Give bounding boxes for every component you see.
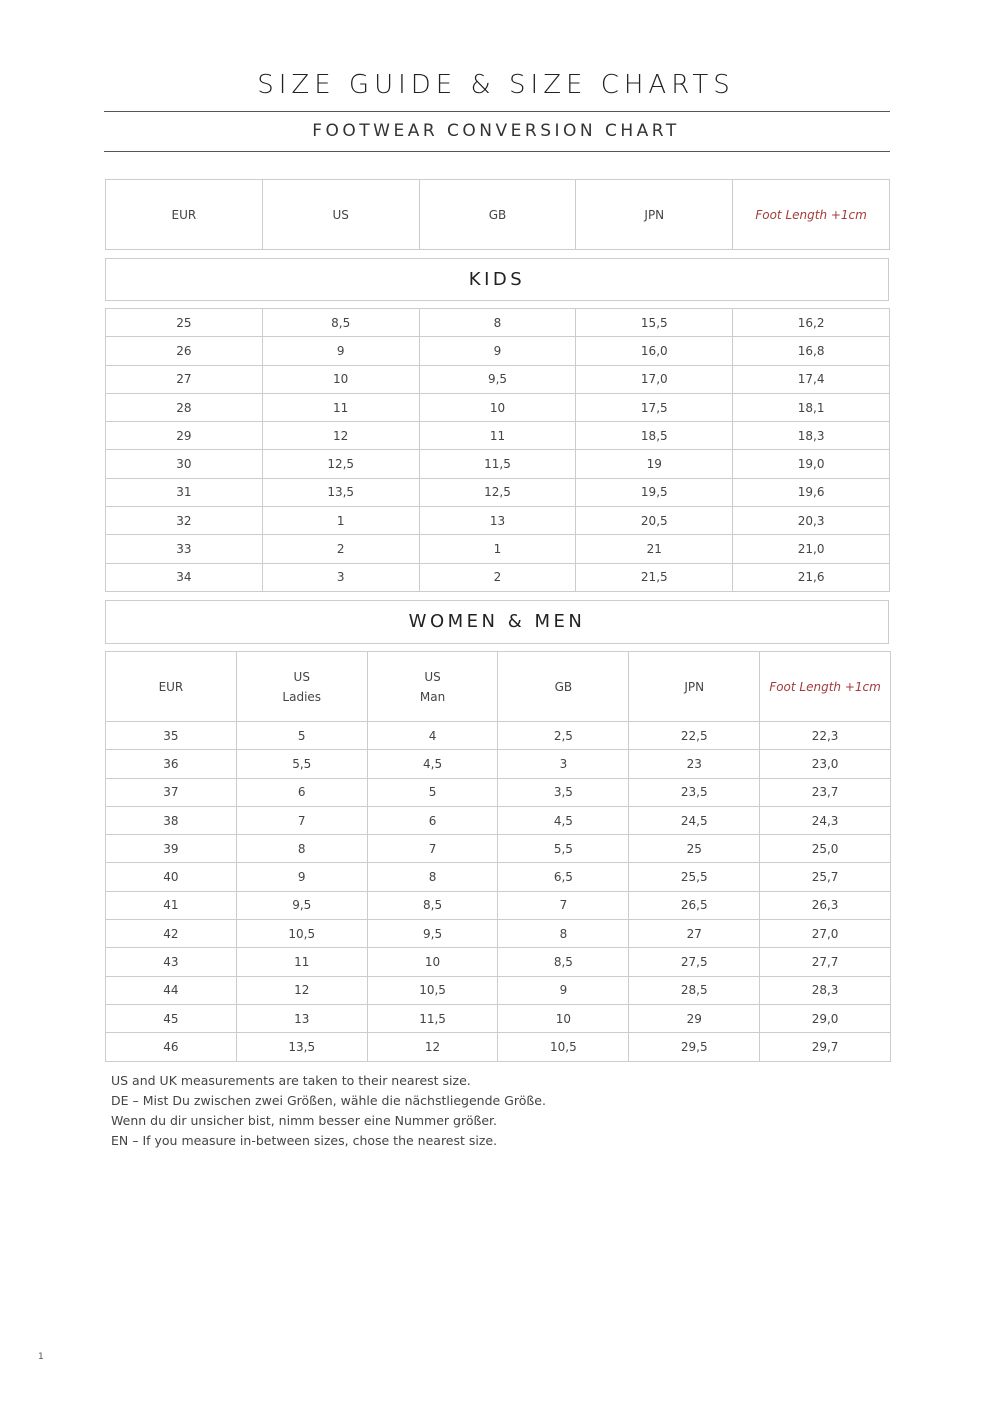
adults-size-table [105,651,891,1062]
table-cell: 3 [262,563,419,591]
table-cell: 29 [106,422,263,450]
notes [111,1071,546,1151]
table-cell: 41 [106,891,237,919]
table-row [106,778,891,806]
kids-section-label: KIDS [105,258,889,301]
table-cell [367,652,498,722]
table-cell: 37 [106,778,237,806]
table-row [106,450,890,478]
table-cell: 21,0 [733,535,890,563]
table-cell: 11 [236,948,367,976]
table-cell: 23,7 [760,778,891,806]
header-label: Man [419,689,446,704]
table-cell: GB [419,180,576,250]
table-cell: 24,5 [629,806,760,834]
table-cell: 6 [236,778,367,806]
table-cell: 17,5 [576,393,733,421]
divider [104,111,890,112]
table-cell: 10,5 [498,1033,629,1061]
table-row [106,920,891,948]
table-cell: 20,5 [576,507,733,535]
header-label: US [424,669,441,684]
page-number: 1 [38,1352,44,1362]
table-row [106,1004,891,1032]
table-cell: 9 [419,337,576,365]
table-row [106,750,891,778]
table-cell: 23 [629,750,760,778]
header-label: EUR [158,679,184,694]
table-cell: 11,5 [419,450,576,478]
table-cell: 9,5 [367,920,498,948]
table-cell: 18,3 [733,422,890,450]
table-cell: 9 [262,337,419,365]
table-cell: 26,3 [760,891,891,919]
table-cell: 21 [576,535,733,563]
table-cell: 1 [419,535,576,563]
table-cell: 11,5 [367,1004,498,1032]
table-row [106,309,890,337]
header-label: Ladies [282,689,322,704]
table-cell: 10 [419,393,576,421]
table-cell: EUR [106,180,263,250]
table-row [106,507,890,535]
table-row [106,422,890,450]
table-cell: 25 [106,309,263,337]
table-cell [629,652,760,722]
header-label: GB [554,679,573,694]
table-cell: 12,5 [419,478,576,506]
table-cell: 43 [106,948,237,976]
table-cell: 8,5 [498,948,629,976]
table-cell: 22,5 [629,722,760,750]
page-title: SIZE GUIDE & SIZE CHARTS [257,70,735,100]
header-label: Foot Length +1cm [769,679,881,694]
table-cell: 4,5 [367,750,498,778]
table-cell: 10 [367,948,498,976]
table-cell: 3 [498,750,629,778]
table-cell: 20,3 [733,507,890,535]
table-cell: 10,5 [236,920,367,948]
table-cell: 16,2 [733,309,890,337]
table-row [106,863,891,891]
table-cell: 10 [262,365,419,393]
table-cell: 22,3 [760,722,891,750]
table-row [106,337,890,365]
table-cell: 2 [419,563,576,591]
table-cell: 31 [106,478,263,506]
table-cell: 2,5 [498,722,629,750]
table-cell: 9 [236,863,367,891]
table-cell: 7 [498,891,629,919]
table-cell: 8 [419,309,576,337]
table-cell: 25,5 [629,863,760,891]
table-cell: 29,5 [629,1033,760,1061]
table-cell: 29,7 [760,1033,891,1061]
table-cell: 12 [262,422,419,450]
table-cell: 21,5 [576,563,733,591]
table-cell: 23,0 [760,750,891,778]
header-row [106,652,891,722]
table-cell: 28,5 [629,976,760,1004]
note-line: DE – Mist Du zwischen zwei Größen, wähle die nächstliegende Größe. [111,1093,546,1108]
table-cell: 12,5 [262,450,419,478]
table-cell: 5 [367,778,498,806]
table-cell: 6 [367,806,498,834]
table-cell: 5,5 [236,750,367,778]
table-cell: 13,5 [262,478,419,506]
table-cell: 9,5 [419,365,576,393]
table-cell: 11 [262,393,419,421]
table-cell [498,652,629,722]
table-cell [760,652,891,722]
table-cell: 33 [106,535,263,563]
table-cell [106,652,237,722]
table-cell: 25 [629,835,760,863]
table-cell: 25,0 [760,835,891,863]
table-cell: 27 [629,920,760,948]
table-row [106,365,890,393]
table-cell: 39 [106,835,237,863]
table-cell: 27 [106,365,263,393]
table-cell: 9 [498,976,629,1004]
table-cell: US [262,180,419,250]
table-row [106,478,890,506]
table-cell: 8 [236,835,367,863]
table-cell: 35 [106,722,237,750]
table-cell: 19,6 [733,478,890,506]
note-line: Wenn du dir unsicher bist, nimm besser eine Nummer größer. [111,1113,498,1128]
table-row [106,806,891,834]
table-cell: 19,0 [733,450,890,478]
table-cell: 12 [236,976,367,1004]
table-cell: 16,8 [733,337,890,365]
table-cell: 36 [106,750,237,778]
table-cell: 29,0 [760,1004,891,1032]
table-row [106,948,891,976]
table-cell: 26 [106,337,263,365]
table-cell: 28 [106,393,263,421]
divider [104,151,890,152]
table-cell: 30 [106,450,263,478]
table-cell: 11 [419,422,576,450]
table-cell: 13,5 [236,1033,367,1061]
table-cell: 21,6 [733,563,890,591]
table-cell: 5,5 [498,835,629,863]
table-row [106,722,891,750]
table-cell: 6,5 [498,863,629,891]
table-cell: 26,5 [629,891,760,919]
table-cell: 45 [106,1004,237,1032]
table-cell: 1 [262,507,419,535]
table-cell: 8,5 [262,309,419,337]
table-cell: 44 [106,976,237,1004]
table-cell: Foot Length +1cm [733,180,890,250]
table-cell: 4 [367,722,498,750]
table-cell: JPN [576,180,733,250]
table-row [106,563,890,591]
table-cell: 5 [236,722,367,750]
table-cell: 24,3 [760,806,891,834]
table-cell: 25,7 [760,863,891,891]
table-row [106,891,891,919]
table-cell: 42 [106,920,237,948]
note-line: US and UK measurements are taken to their nearest size. [111,1073,471,1088]
table-cell: 46 [106,1033,237,1061]
table-cell: 17,4 [733,365,890,393]
table-row [106,835,891,863]
table-cell: 9,5 [236,891,367,919]
table-cell: 7 [367,835,498,863]
table-cell: 27,7 [760,948,891,976]
table-cell: 15,5 [576,309,733,337]
note-line: EN – If you measure in-between sizes, chose the nearest size. [111,1133,498,1148]
table-cell: 17,0 [576,365,733,393]
table-cell: 27,0 [760,920,891,948]
table-row [106,393,890,421]
table-cell: 8 [367,863,498,891]
table-cell: 28,3 [760,976,891,1004]
table-cell: 34 [106,563,263,591]
table-cell: 32 [106,507,263,535]
table-cell: 13 [236,1004,367,1032]
table-cell [236,652,367,722]
table-cell: 7 [236,806,367,834]
table-cell: 16,0 [576,337,733,365]
table-row [106,535,890,563]
kids-size-table [105,308,890,592]
table-cell: 12 [367,1033,498,1061]
table-cell: 18,5 [576,422,733,450]
table-cell: 13 [419,507,576,535]
table-cell: 2 [262,535,419,563]
table-cell: 8 [498,920,629,948]
header-row [106,180,890,250]
table-cell: 10,5 [367,976,498,1004]
table-cell: 29 [629,1004,760,1032]
header-label: US [293,669,310,684]
table-cell: 4,5 [498,806,629,834]
table-cell: 8,5 [367,891,498,919]
section-subtitle: FOOTWEAR CONVERSION CHART [312,121,680,141]
table-cell: 18,1 [733,393,890,421]
header-label: JPN [684,679,705,694]
adults-section-label: WOMEN & MEN [105,600,889,644]
table-row [106,1033,891,1061]
table-cell: 38 [106,806,237,834]
table-cell: 10 [498,1004,629,1032]
table-cell: 23,5 [629,778,760,806]
table-row [106,976,891,1004]
table-cell: 19,5 [576,478,733,506]
table-cell: 19 [576,450,733,478]
kids-header-table [105,179,890,250]
table-cell: 3,5 [498,778,629,806]
table-cell: 40 [106,863,237,891]
table-cell: 27,5 [629,948,760,976]
